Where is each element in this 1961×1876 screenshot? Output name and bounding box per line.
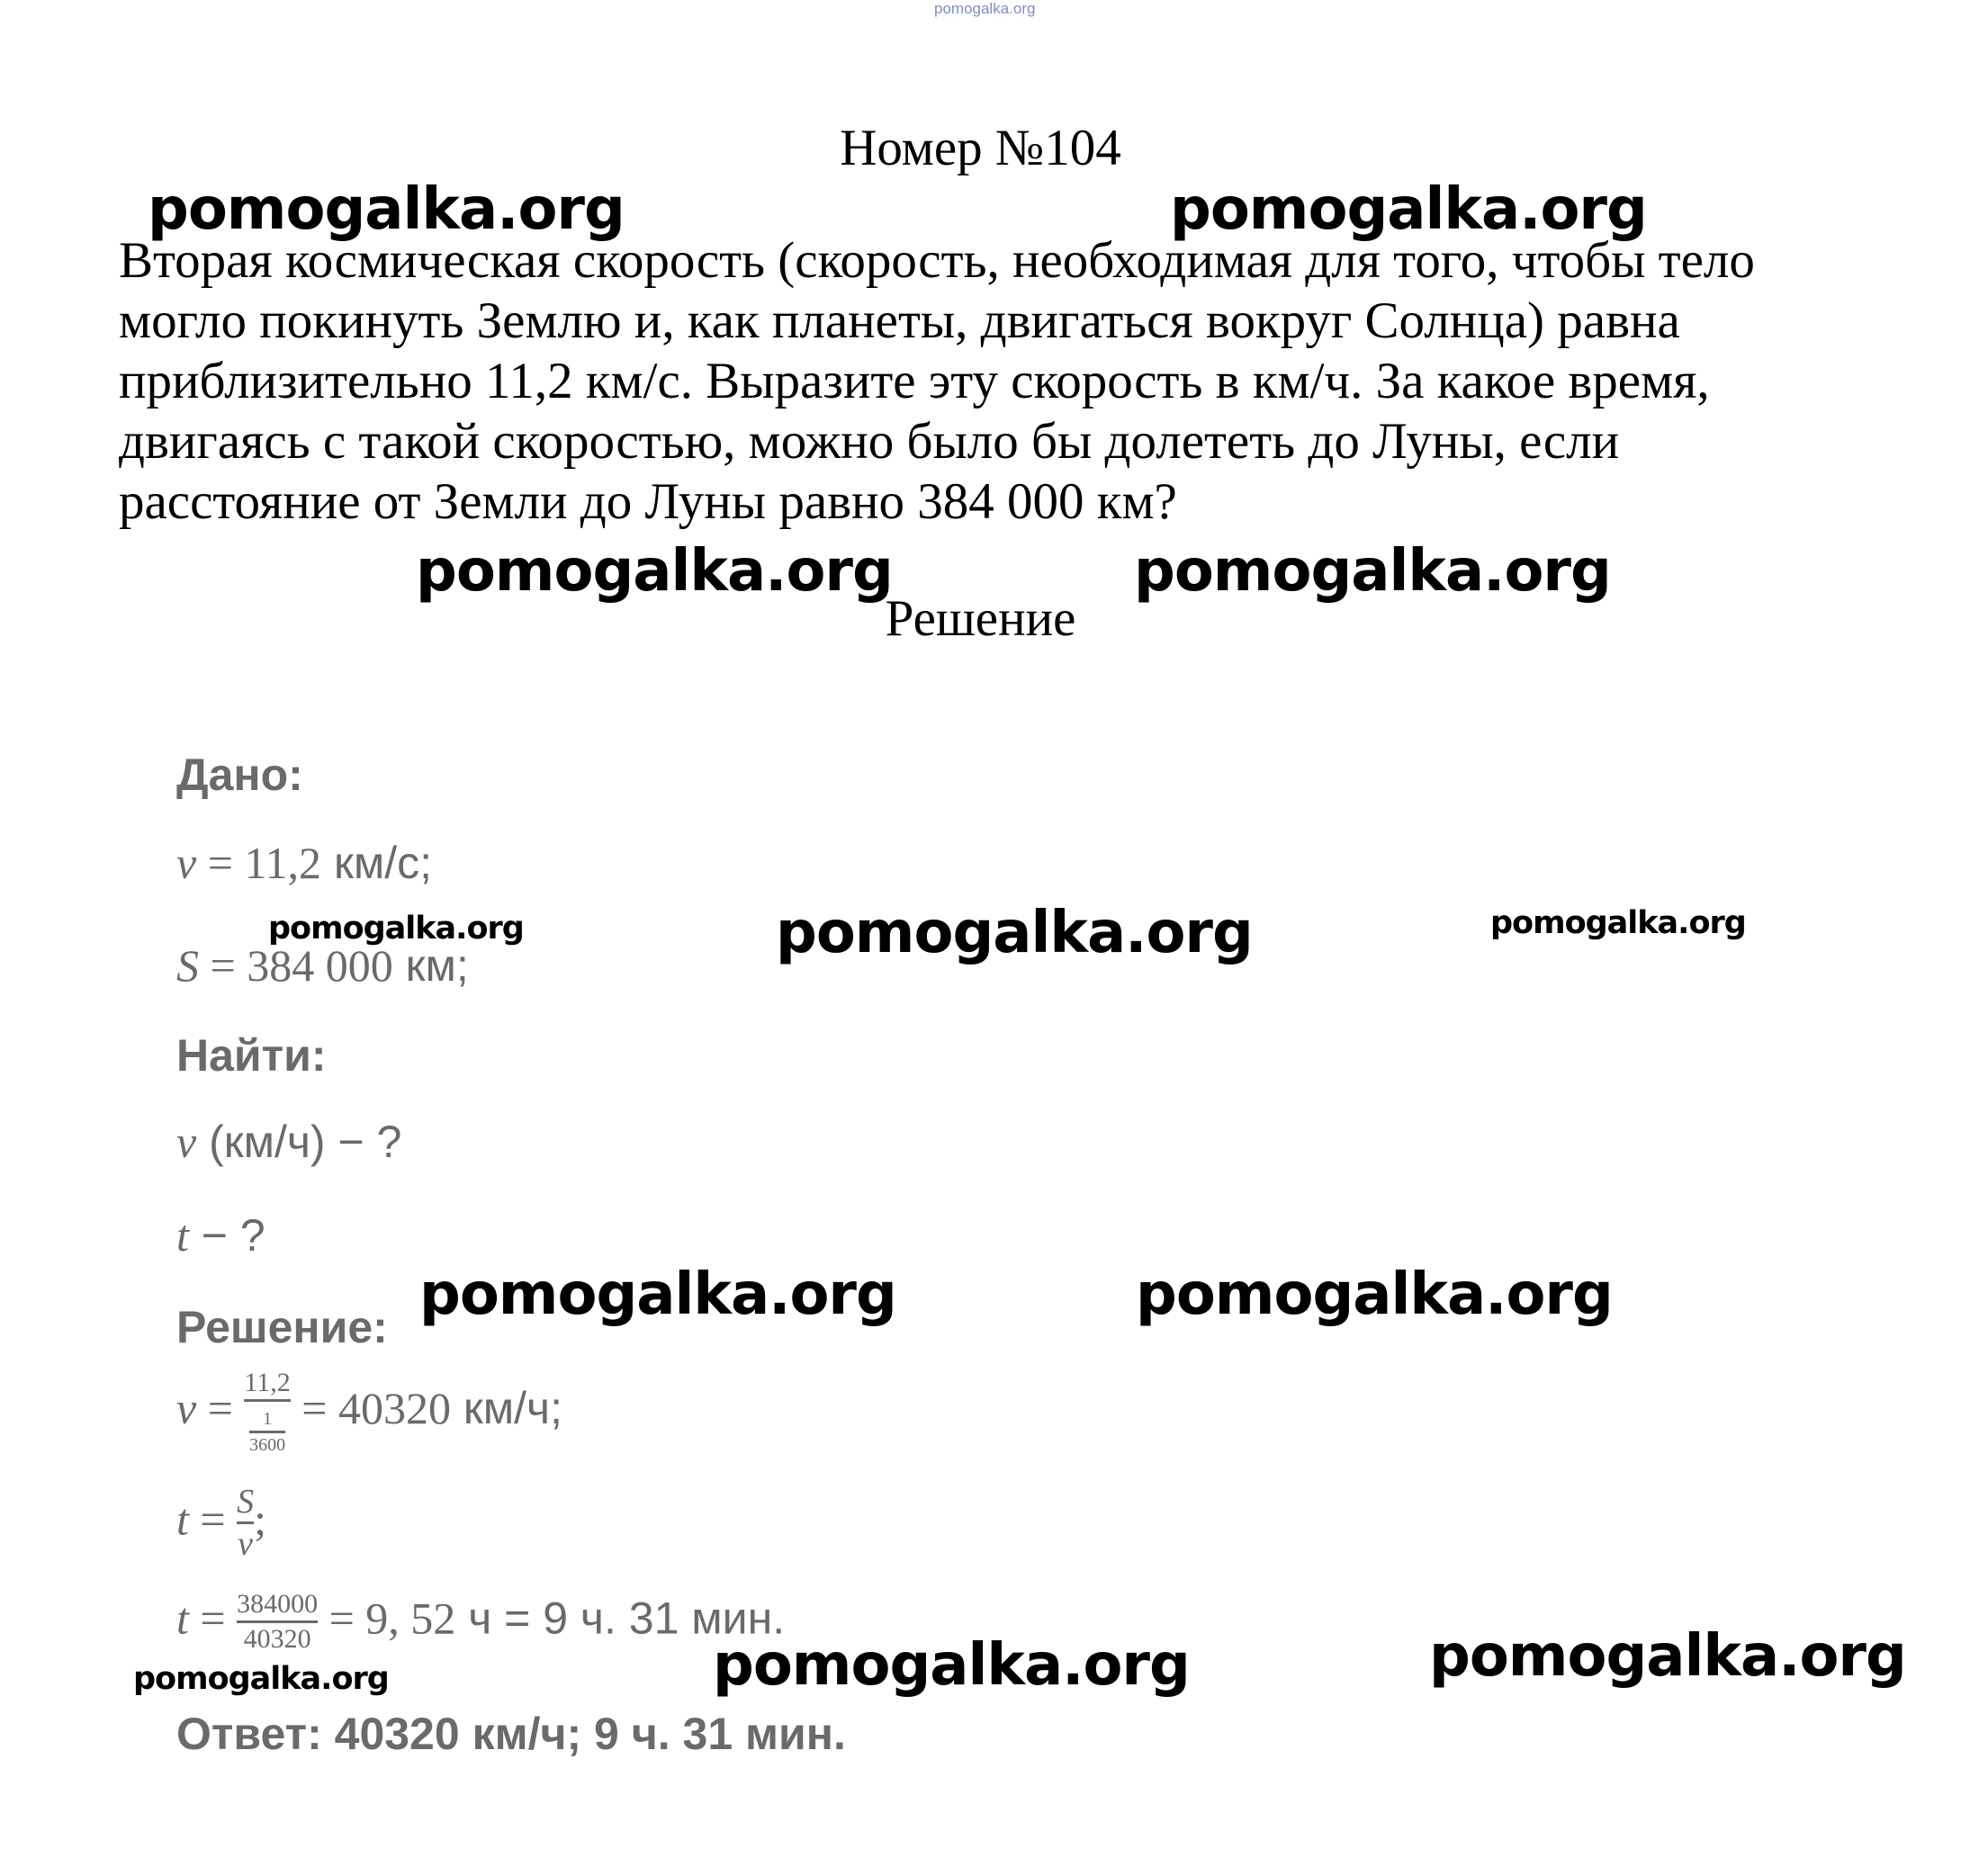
find-velocity: v (км/ч) − ? — [176, 1117, 402, 1167]
find-label: Найти: — [176, 1030, 327, 1081]
answer: Ответ: 40320 км/ч; 9 ч. 31 мин. — [176, 1709, 846, 1759]
watermark: pomogalka.org — [713, 1632, 1190, 1699]
solution-heading: Решение — [885, 590, 1076, 647]
watermark: pomogalka.org — [148, 176, 625, 243]
problem-line: могло покинуть Землю и, как планеты, двигаться вокруг Солнца) равна — [119, 292, 1680, 349]
problem-line: приблизительно 11,2 км/с. Выразите эту скорость в км/ч. За какое время, — [119, 353, 1710, 409]
time-fraction: $\frac{384000}{40320}$ — [237, 1589, 319, 1654]
given-label: Дано: — [176, 750, 303, 800]
given-velocity: v = 11,2 км/с; — [176, 838, 432, 888]
top-watermark: pomogalka.org — [934, 0, 1036, 17]
watermark: pomogalka.org — [1134, 538, 1611, 605]
problem-line: Вторая космическая скорость (скорость, необходимая для того, чтобы тело — [119, 232, 1755, 289]
time-calculation: t = $\frac{384000}{40320}$ = 9, 52 ч = 9 ч. 31 мин. — [176, 1589, 786, 1654]
watermark: pomogalka.org — [1490, 905, 1746, 941]
time-formula: t = $\frac{S}{v}$ ; — [176, 1483, 267, 1563]
problem-text — [119, 230, 1883, 532]
watermark: pomogalka.org — [419, 1261, 896, 1328]
watermark: pomogalka.org — [416, 538, 893, 605]
watermark: pomogalka.org — [776, 900, 1253, 966]
watermark: pomogalka.org — [1170, 176, 1647, 243]
time-formula-fraction: $\frac{S}{v}$ — [237, 1483, 255, 1563]
problem-line: двигаясь с такой скоростью, можно было бы долететь до Луны, если — [119, 413, 1620, 470]
watermark: pomogalka.org — [1429, 1623, 1906, 1690]
watermark: pomogalka.org — [268, 911, 524, 947]
watermark: pomogalka.org — [133, 1661, 389, 1697]
solution-label: Решение: — [176, 1302, 388, 1352]
watermark: pomogalka.org — [1136, 1261, 1613, 1328]
find-time: t − ? — [176, 1210, 265, 1261]
velocity-fraction: $\frac{11,2}{\frac{1}{3600}}$ — [244, 1368, 291, 1456]
page-title: Номер №104 — [840, 120, 1121, 176]
velocity-calculation: v = $\frac{11,2}{\frac{1}{3600}}$ = 40320 км/ч; — [176, 1368, 562, 1456]
given-distance: S = 384 000 км; — [176, 940, 469, 991]
problem-line: расстояние от Земли до Луны равно 384 000 км? — [119, 473, 1177, 530]
